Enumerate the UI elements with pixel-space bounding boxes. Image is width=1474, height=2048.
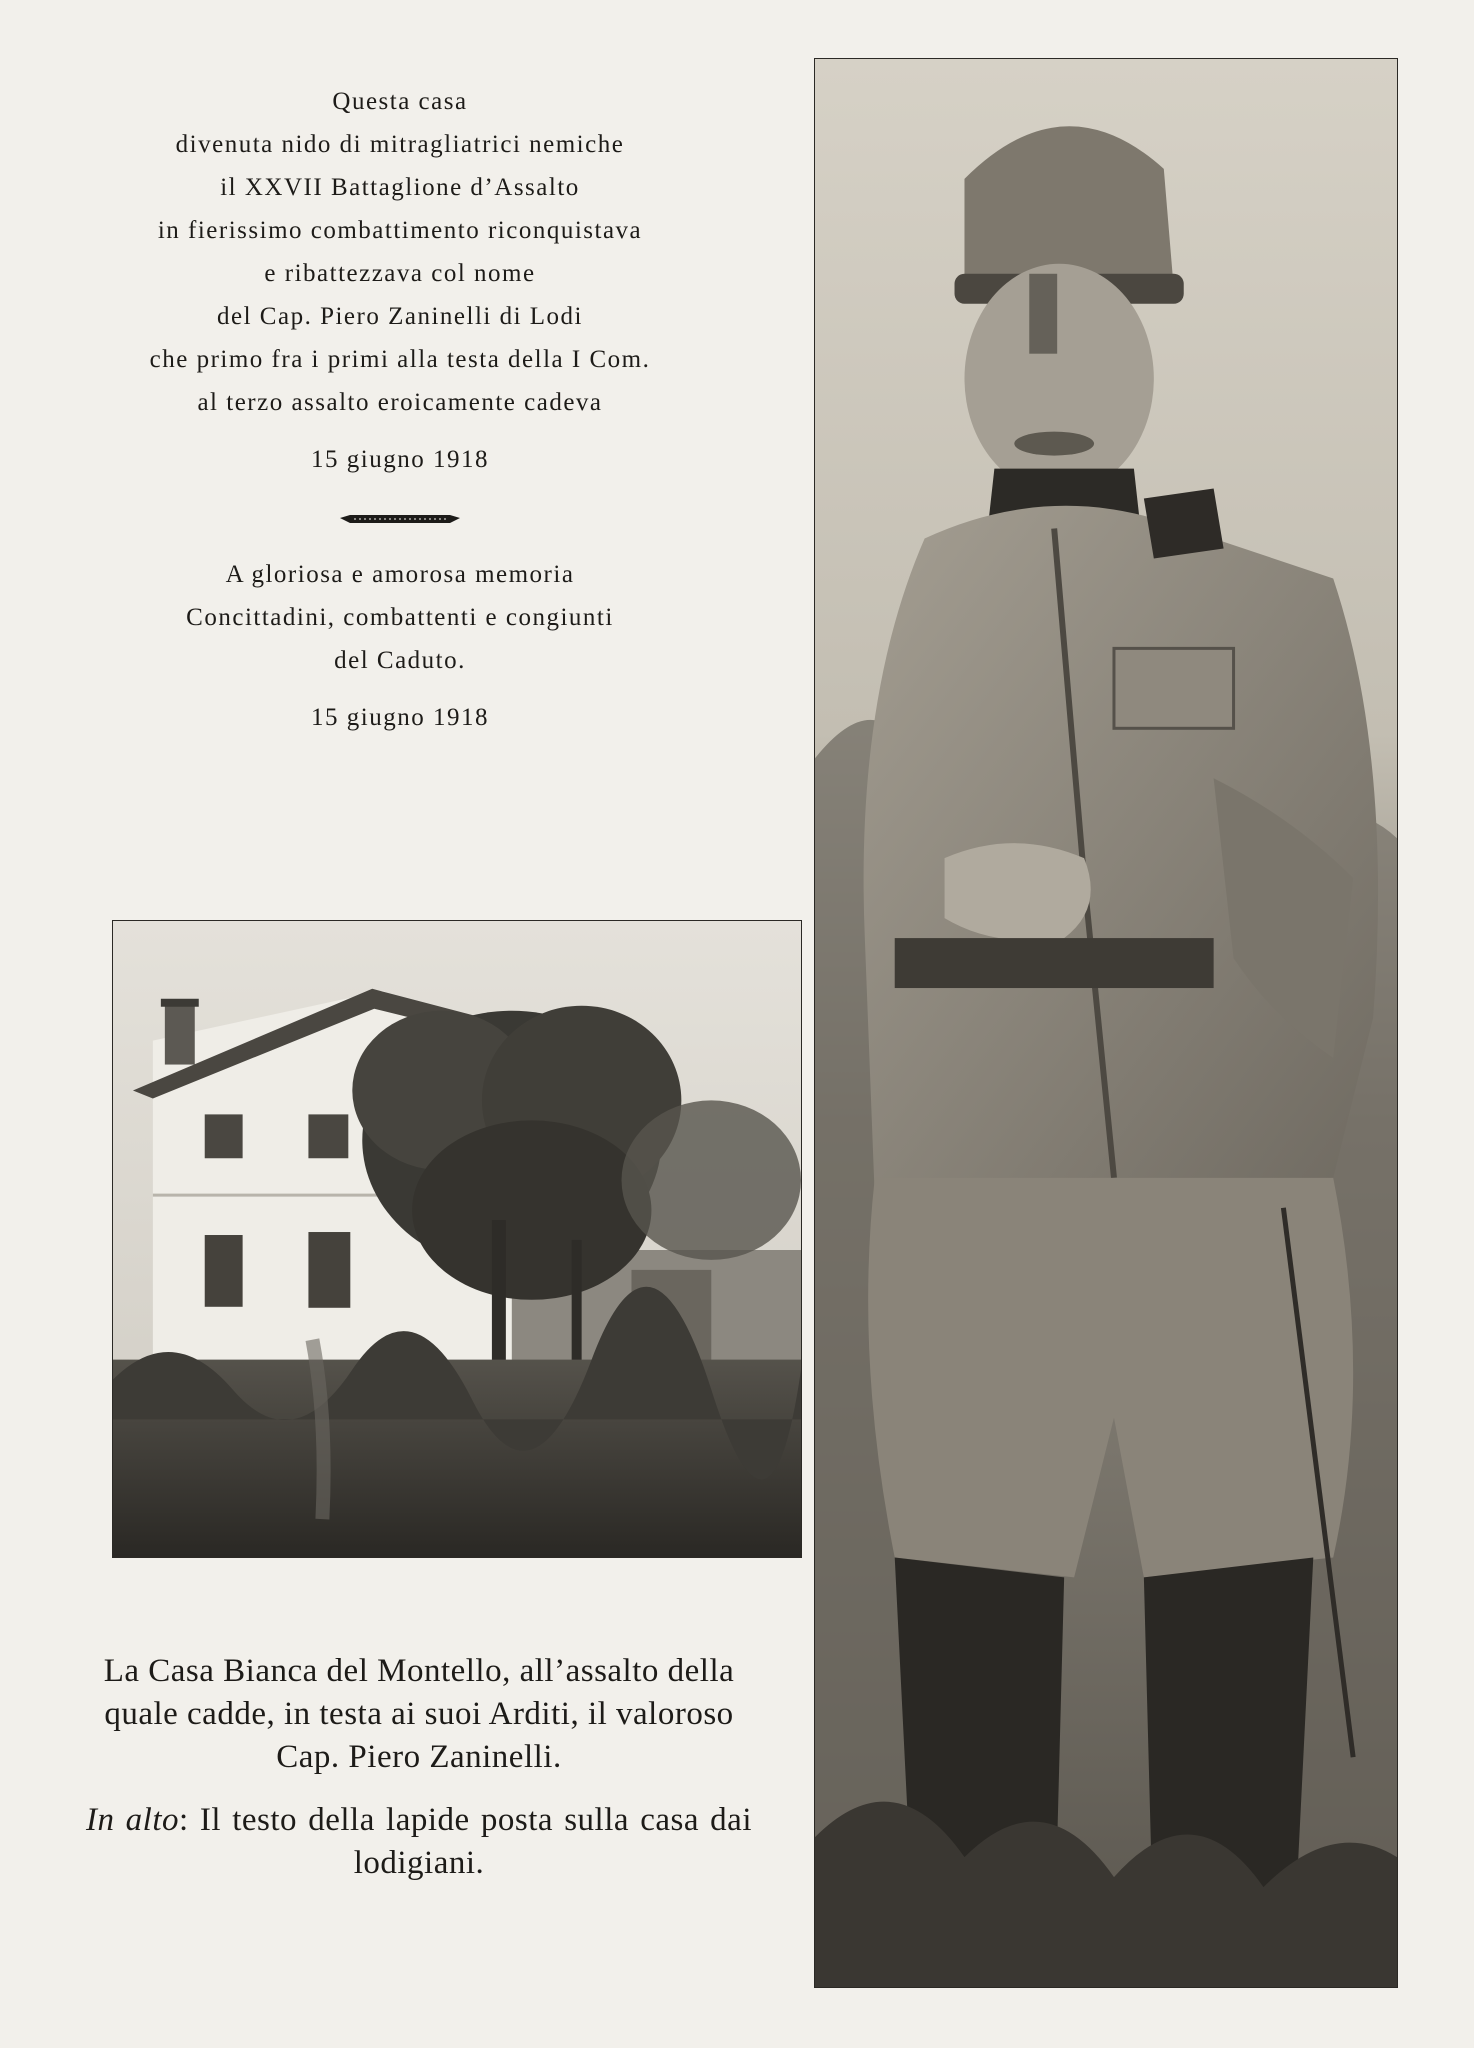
inscription-line: al terzo assalto eroicamente cadeva bbox=[197, 389, 603, 416]
inscription-line: e ribattezzava col nome bbox=[264, 260, 536, 287]
inscription-line: in fierissimo combattimento riconquistava bbox=[157, 217, 643, 244]
dedication bbox=[40, 553, 760, 739]
inscription-line: Questa casa bbox=[332, 88, 468, 115]
house-photo-image bbox=[113, 921, 801, 1557]
photo-caption bbox=[86, 1650, 752, 1885]
inscription-line: il XXVII Battaglione d’Assalto bbox=[220, 174, 580, 201]
officer-portrait-image bbox=[815, 59, 1397, 1987]
officer-portrait-photo bbox=[814, 58, 1398, 1988]
caption-note-lead: In alto bbox=[86, 1802, 180, 1838]
caption-note bbox=[86, 1799, 752, 1885]
caption-main: La Casa Bianca del Montello, all’assalto della quale cadde, in testa ai suoi Arditi, il valoroso Cap. Piero Zaninelli. bbox=[103, 1653, 735, 1775]
dedication-line: del Caduto. bbox=[334, 647, 466, 674]
dedication-line: Concittadini, combattenti e congiunti bbox=[186, 604, 614, 631]
inscription-line: divenuta nido di mitragliatrici nemiche bbox=[175, 131, 625, 158]
ornamental-divider bbox=[340, 515, 460, 523]
plaque-inscription bbox=[40, 80, 760, 739]
dedication-line: A gloriosa e amorosa memoria bbox=[225, 561, 575, 588]
inscription-line: del Cap. Piero Zaninelli di Lodi bbox=[217, 303, 583, 330]
house-photo bbox=[112, 920, 802, 1558]
inscription-date: 15 giugno 1918 bbox=[311, 446, 489, 473]
caption-note-text: : Il testo della lapide posta sulla casa dai lodigiani. bbox=[179, 1802, 752, 1881]
inscription-line: che primo fra i primi alla testa della I Com. bbox=[149, 346, 651, 373]
dedication-date: 15 giugno 1918 bbox=[311, 704, 489, 731]
